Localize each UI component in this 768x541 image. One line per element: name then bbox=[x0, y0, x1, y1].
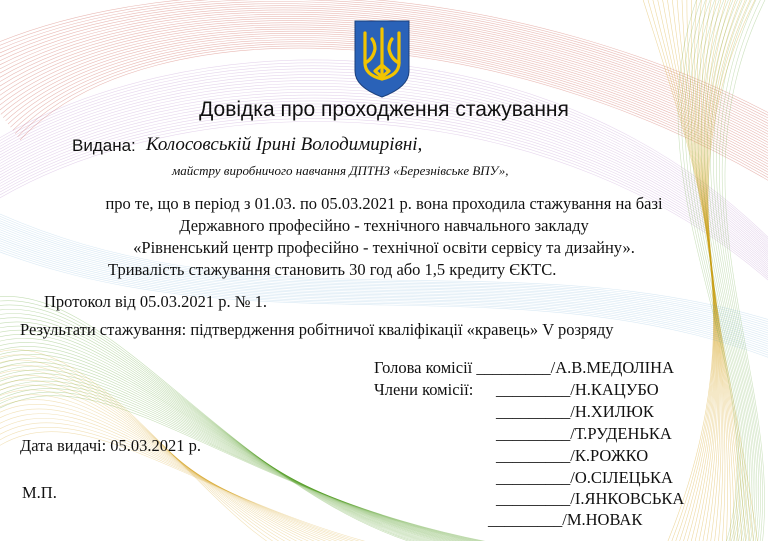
member-signature: _________/Н.КАЦУБО bbox=[496, 380, 659, 399]
duration-text: Тривалість стажування становить 30 год або 1,5 кредиту ЄКТС. bbox=[108, 260, 557, 279]
stamp-place-label: М.П. bbox=[22, 483, 57, 502]
recipient-position: майстру виробничого навчання ДПТНЗ «Березнівське ВПУ», bbox=[172, 163, 509, 178]
issued-label: Видана: bbox=[72, 136, 136, 155]
member-signature: _________/Н.ХИЛЮК bbox=[496, 402, 654, 421]
body-text-line: Державного професійно - технічного навчального закладу bbox=[179, 216, 589, 235]
member-signature: _________/К.РОЖКО bbox=[496, 446, 649, 465]
body-text-line: «Рівненський центр професійно - технічної освіти сервісу та дизайну». bbox=[133, 238, 635, 257]
results-text: Результати стажування: підтвердження робітничої кваліфікації «кравець» V розряду bbox=[20, 320, 614, 339]
members-label: Члени комісії: bbox=[374, 380, 474, 399]
body-text-line: про те, що в період з 01.03. по 05.03.2021 р. вона проходила стажування на базі bbox=[105, 194, 663, 213]
trident-coat-of-arms-icon bbox=[353, 19, 411, 99]
member-signature: _________/І.ЯНКОВСЬКА bbox=[496, 489, 685, 508]
commission-head: Голова комісії _________/А.В.МЕДОЛІНА bbox=[374, 358, 675, 377]
member-signature: _________/М.НОВАК bbox=[488, 510, 643, 529]
member-signature: _________/О.СІЛЕЦЬКА bbox=[496, 468, 673, 487]
document-title: Довідка про проходження стажування bbox=[199, 98, 569, 121]
protocol-text: Протокол від 05.03.2021 р. № 1. bbox=[44, 292, 268, 311]
recipient-name: Колосовській Ірині Володимирівні, bbox=[146, 134, 423, 155]
member-signature: _________/Т.РУДЕНЬКА bbox=[496, 424, 672, 443]
issue-date: Дата видачі: 05.03.2021 р. bbox=[20, 436, 202, 455]
